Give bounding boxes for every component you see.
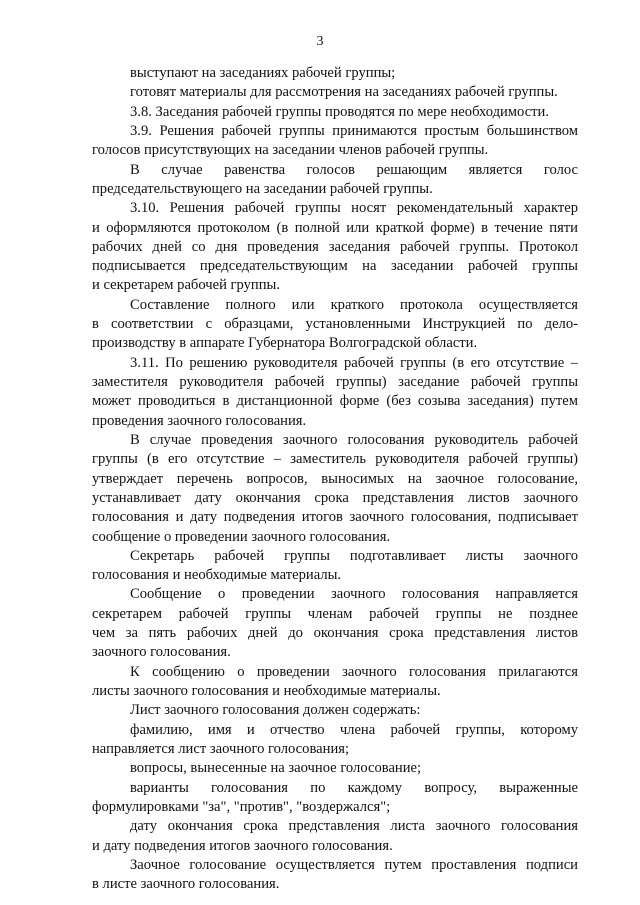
text-line: устанавливает дату окончания срока представления листов заочного	[92, 489, 578, 506]
text-line: производству в аппарате Губернатора Волгоградской области.	[92, 335, 478, 352]
text-line: направляется лист заочного голосования;	[92, 740, 350, 757]
text-line: и оформляются протоколом (в полной или краткой форме) в течение пяти	[92, 219, 578, 236]
text-line: чем за пять рабочих дней до окончания срока представления листов	[92, 625, 578, 642]
text-line: 3.9. Решения рабочей группы принимаются простым большинством	[130, 122, 578, 139]
text-line: готовят материалы для рассмотрения на заседаниях рабочей группы.	[130, 84, 558, 101]
document-body	[92, 64, 578, 894]
text-line: утверждает перечень вопросов, выносимых на заочное голосование,	[92, 470, 578, 487]
text-line: голосования и дату подведения итогов заочного голосования, подписывает	[92, 509, 578, 526]
page-number: 3	[316, 34, 324, 49]
text-line: группы (в его отсутствие – заместитель руководителя рабочей группы)	[92, 451, 578, 468]
text-line: 3.11. По решению руководителя рабочей группы (в его отсутствие –	[130, 354, 578, 371]
text-line: формулировками "за", "против", "воздержался";	[92, 798, 391, 815]
text-line: может проводиться в дистанционной форме (без созыва заседания) путем	[92, 393, 578, 410]
text-line: Секретарь рабочей группы подготавливает листы заочного	[130, 547, 578, 564]
text-line: 3.10. Решения рабочей группы носят рекомендательный характер	[130, 200, 578, 217]
text-line: проведения заочного голосования.	[92, 412, 307, 429]
text-line: подписывается председательствующим на заседании рабочей группы	[92, 258, 578, 275]
text-line: в соответствии с образцами, установленными Инструкцией по дело-	[92, 316, 578, 333]
text-line: голосования и необходимые материалы.	[92, 567, 342, 584]
text-line: листы заочного голосования и необходимые материалы.	[92, 683, 441, 699]
text-line: заместителя руководителя рабочей группы) заседание рабочей группы	[92, 374, 578, 390]
text-line: Составление полного или краткого протокола осуществляется	[130, 296, 578, 313]
text-line: и секретарем рабочей группы.	[92, 277, 281, 294]
text-line: вопросы, вынесенные на заочное голосование;	[130, 760, 422, 777]
text-line: К сообщению о проведении заочного голосования прилагаются	[130, 663, 578, 680]
text-line: В случае проведения заочного голосования руководитель рабочей	[130, 431, 578, 448]
text-line: дату окончания срока представления листа заочного голосования	[130, 818, 578, 835]
text-line: Сообщение о проведении заочного голосования направляется	[130, 586, 578, 603]
text-line: голосов присутствующих на заседании членов рабочей группы.	[92, 142, 489, 159]
text-line: выступают на заседаниях рабочей группы;	[130, 65, 396, 81]
text-line: секретарем рабочей группы членам рабочей группы не позднее	[92, 605, 578, 622]
text-line: председательствующего на заседании рабочей группы.	[92, 180, 433, 197]
text-line: и дату подведения итогов заочного голосования.	[92, 837, 393, 854]
text-line: сообщение о проведении заочного голосования.	[92, 528, 391, 545]
text-line: варианты голосования по каждому вопросу, выраженные	[130, 779, 578, 796]
text-line: 3.8. Заседания рабочей группы проводятся по мере необходимости.	[130, 103, 550, 120]
text-line: В случае равенства голосов решающим является голос	[130, 161, 578, 178]
text-line: Лист заочного голосования должен содержать:	[130, 702, 421, 719]
text-line: Заочное голосование осуществляется путем проставления подписи	[130, 856, 578, 873]
text-line: в листе заочного голосования.	[92, 876, 280, 893]
text-line: заочного голосования.	[92, 644, 231, 661]
text-line: рабочих дней со дня проведения заседания рабочей группы. Протокол	[92, 238, 578, 255]
text-line: фамилию, имя и отчество члена рабочей группы, которому	[130, 721, 578, 738]
